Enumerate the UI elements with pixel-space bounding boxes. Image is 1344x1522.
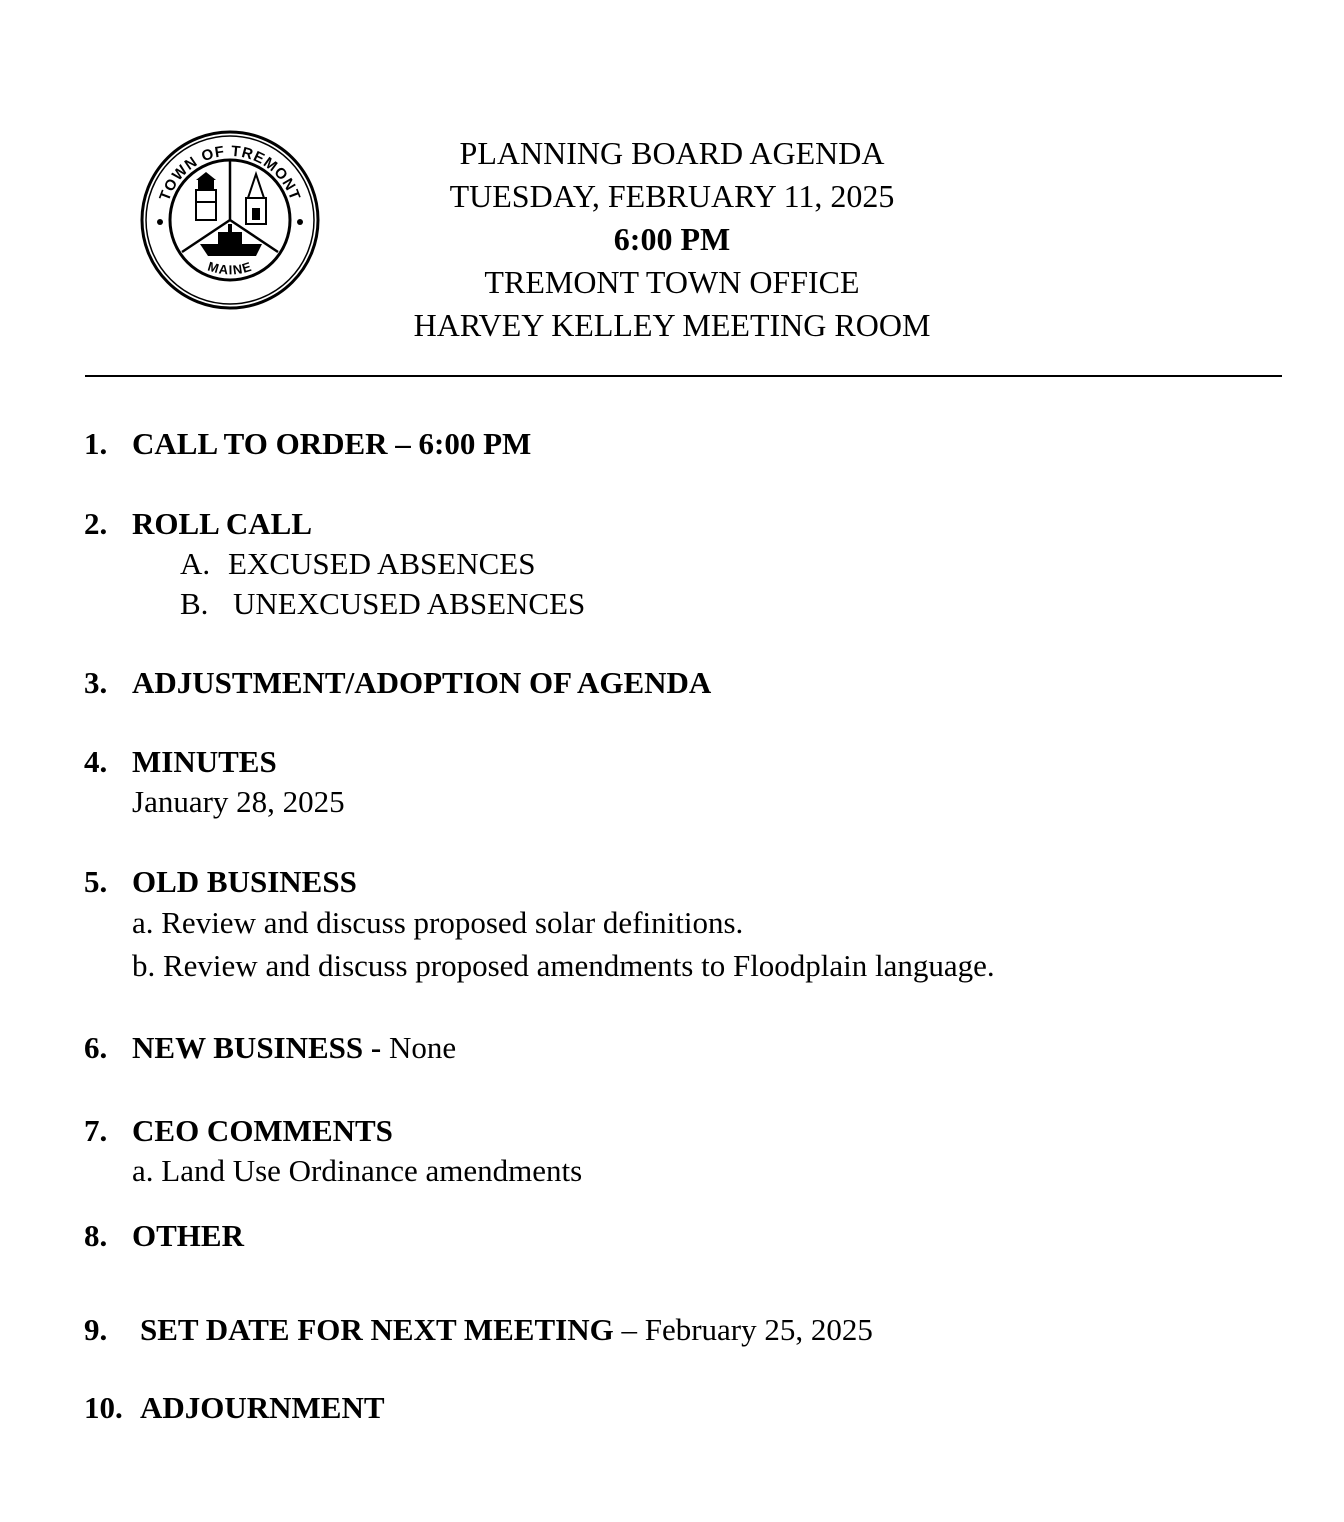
item-line [132, 1029, 456, 1067]
sub-item-letter: A. [180, 546, 211, 581]
item-line [140, 1311, 873, 1349]
meeting-location: TREMONT TOWN OFFICE [484, 264, 860, 300]
svg-text:MAINE: MAINE [206, 258, 254, 278]
minutes-date: January 28, 2025 [132, 784, 345, 819]
item-heading: CALL TO ORDER – 6:00 PM [132, 426, 532, 461]
item-heading: OTHER [132, 1218, 244, 1253]
item-heading: ADJOURNMENT [140, 1390, 385, 1425]
sub-item-letter: B. [180, 586, 209, 621]
item-number: 2. [84, 506, 108, 541]
item-number: 4. [84, 744, 108, 779]
item-heading: OLD BUSINESS [132, 864, 357, 899]
item-number: 1. [84, 426, 108, 461]
meeting-date: TUESDAY, FEBRUARY 11, 2025 [449, 178, 895, 214]
item-heading: ROLL CALL [132, 506, 313, 541]
item-number: 9. [84, 1312, 108, 1347]
sub-item-text: a. Land Use Ordinance amendments [132, 1153, 583, 1188]
sub-item-text: a. Review and discuss proposed solar definitions. [132, 905, 744, 940]
sub-item-text: b. Review and discuss proposed amendments to Floodplain language. [132, 948, 995, 983]
item-heading: ADJUSTMENT/ADOPTION OF AGENDA [132, 665, 712, 700]
item-suffix: None [381, 1030, 457, 1065]
item-number: 7. [84, 1113, 108, 1148]
header-divider [85, 375, 1282, 377]
sub-item-text: EXCUSED ABSENCES [228, 546, 536, 581]
agenda-title: PLANNING BOARD AGENDA [459, 135, 885, 171]
sub-item-text: UNEXCUSED ABSENCES [233, 586, 586, 621]
item-number: 10. [84, 1390, 123, 1425]
item-heading: MINUTES [132, 744, 277, 779]
svg-text:TOWN OF TREMONT: TOWN OF TREMONT [156, 142, 304, 204]
item-heading: NEW BUSINESS - [132, 1030, 382, 1065]
item-number: 3. [84, 665, 108, 700]
meeting-time: 6:00 PM [613, 221, 731, 257]
item-number: 6. [84, 1030, 108, 1065]
item-heading: CEO COMMENTS [132, 1113, 393, 1148]
item-heading: SET DATE FOR NEXT MEETING [140, 1312, 614, 1347]
item-suffix: – February 25, 2025 [613, 1312, 873, 1347]
item-number: 5. [84, 864, 108, 899]
item-number: 8. [84, 1218, 108, 1253]
meeting-room: HARVEY KELLEY MEETING ROOM [413, 307, 931, 343]
